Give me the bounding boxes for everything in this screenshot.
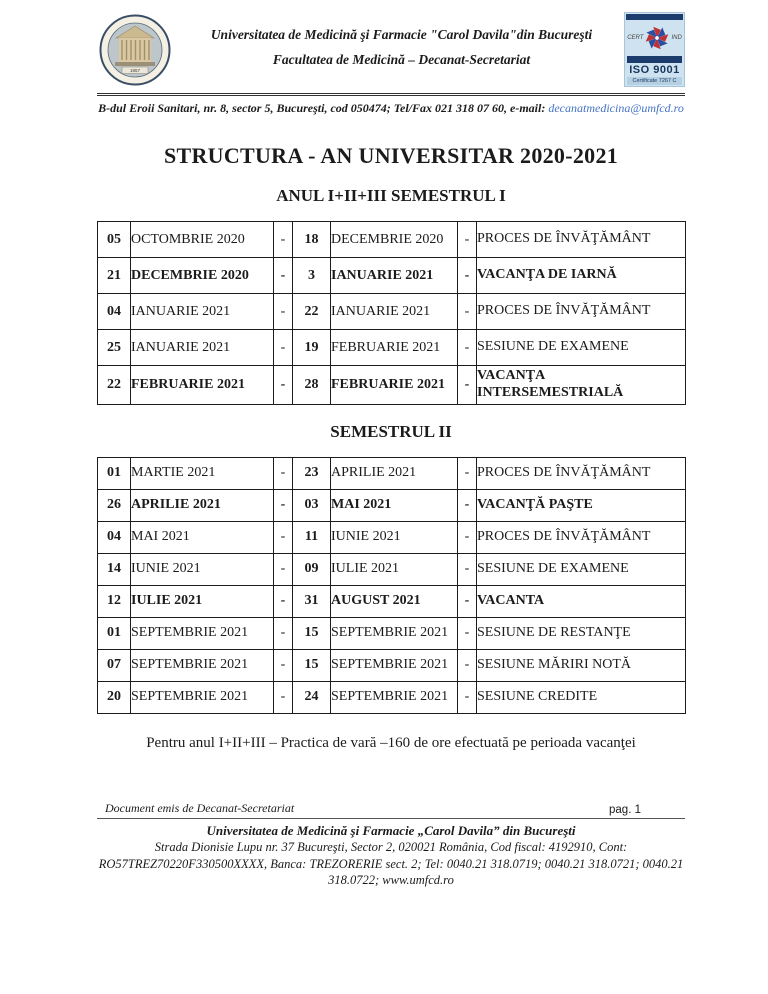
address-line [97, 101, 685, 116]
end-day-cell: 03 [293, 489, 331, 521]
desc-separator-cell: - [458, 521, 477, 553]
period-description-cell: SESIUNE MĂRIRI NOTĂ [477, 649, 686, 681]
range-separator-cell: - [274, 330, 293, 366]
seal-year-text: 1857 [129, 68, 141, 73]
range-separator-cell: - [274, 649, 293, 681]
start-month-cell: MARTIE 2021 [131, 457, 274, 489]
start-day-cell: 05 [98, 222, 131, 258]
footer-address-line1: Strada Dionisie Lupu nr. 37 Bucureşti, Sector 2, 020021 România, Cod fiscal: 4192910, Cont: [154, 840, 628, 855]
table-row [98, 258, 686, 294]
period-description-cell: PROCES DE ÎNVĂŢĂMÂNT [477, 294, 686, 330]
start-month-cell: DECEMBRIE 2020 [131, 258, 274, 294]
iso-9001-badge [624, 12, 685, 87]
footer-emitted-label: Document emis de Decanat-Secretariat [105, 800, 295, 815]
period-description-cell: SESIUNE DE EXAMENE [477, 553, 686, 585]
range-separator-cell: - [274, 457, 293, 489]
footer-divider [97, 818, 685, 819]
table-row [98, 617, 686, 649]
iso-9001-label: ISO 9001 [629, 64, 680, 76]
start-month-cell: IANUARIE 2021 [131, 330, 274, 366]
period-description-cell: PROCES DE ÎNVĂŢĂMÂNT [477, 457, 686, 489]
footer-address-line2: RO57TREZ70220F330500XXXX, Banca: TREZORERIE sect. 2; Tel: 0040.21 318.0719; 0040.21 318.0721; 0040.21 [98, 856, 684, 871]
range-separator-cell: - [274, 366, 293, 405]
start-day-cell: 21 [98, 258, 131, 294]
start-month-cell: SEPTEMBRIE 2021 [131, 681, 274, 713]
desc-separator-cell: - [458, 366, 477, 405]
practice-note: Pentru anul I+II+III – Practica de vară –160 de ore efectuată pe perioada vacanţei [146, 734, 636, 751]
desc-separator-cell: - [458, 553, 477, 585]
university-name: Universitatea de Medicină şi Farmacie "Carol Davila"din Bucureşti [210, 27, 593, 42]
start-day-cell: 04 [98, 521, 131, 553]
end-month-cell: IANUARIE 2021 [331, 294, 458, 330]
document-header [97, 0, 685, 92]
footer-address-line3: 318.0722; www.umfcd.ro [328, 872, 454, 887]
end-month-cell: DECEMBRIE 2020 [331, 222, 458, 258]
range-separator-cell: - [274, 222, 293, 258]
period-description-cell: SESIUNE DE EXAMENE [477, 330, 686, 366]
table-row [98, 521, 686, 553]
range-separator-cell: - [274, 585, 293, 617]
period-description-cell: VACANŢA DE IARNĂ [477, 258, 686, 294]
period-description-cell: SESIUNE DE RESTANŢE [477, 617, 686, 649]
desc-separator-cell: - [458, 681, 477, 713]
range-separator-cell: - [274, 681, 293, 713]
table-row [98, 457, 686, 489]
table-row [98, 294, 686, 330]
end-day-cell: 28 [293, 366, 331, 405]
start-month-cell: OCTOMBRIE 2020 [131, 222, 274, 258]
end-day-cell: 24 [293, 681, 331, 713]
start-day-cell: 12 [98, 585, 131, 617]
end-month-cell: AUGUST 2021 [331, 585, 458, 617]
period-description-cell: PROCES DE ÎNVĂŢĂMÂNT [477, 521, 686, 553]
period-description-cell: VACANŢA INTERSEMESTRIALĂ [477, 366, 686, 405]
desc-separator-cell: - [458, 294, 477, 330]
footer-info-block [97, 823, 685, 889]
end-month-cell: SEPTEMBRIE 2021 [331, 617, 458, 649]
start-month-cell: MAI 2021 [131, 521, 274, 553]
semester2-table-body [98, 457, 686, 713]
iso-certificate-number: Certificate 7267 C [627, 77, 682, 85]
desc-separator-cell: - [458, 585, 477, 617]
range-separator-cell: - [274, 521, 293, 553]
start-day-cell: 07 [98, 649, 131, 681]
end-day-cell: 15 [293, 617, 331, 649]
start-day-cell: 22 [98, 366, 131, 405]
cert-pinwheel-icon [643, 24, 671, 52]
range-separator-cell: - [274, 489, 293, 521]
desc-separator-cell: - [458, 457, 477, 489]
desc-separator-cell: - [458, 330, 477, 366]
cert-org-right-label: IND [671, 35, 682, 41]
end-day-cell: 09 [293, 553, 331, 585]
desc-separator-cell: - [458, 258, 477, 294]
table-row [98, 553, 686, 585]
header-titles [179, 13, 624, 66]
cert-org-left-label: CERT [627, 35, 644, 41]
period-description-cell: VACANŢĂ PAŞTE [477, 489, 686, 521]
end-month-cell: IULIE 2021 [331, 553, 458, 585]
period-description-cell: VACANTA [477, 585, 686, 617]
start-month-cell: APRILIE 2021 [131, 489, 274, 521]
table-row [98, 366, 686, 405]
start-day-cell: 20 [98, 681, 131, 713]
page-title: STRUCTURA - AN UNIVERSITAR 2020-2021 [163, 143, 619, 168]
table-row [98, 585, 686, 617]
start-month-cell: IULIE 2021 [131, 585, 274, 617]
desc-separator-cell: - [458, 489, 477, 521]
end-month-cell: FEBRUARIE 2021 [331, 366, 458, 405]
end-day-cell: 18 [293, 222, 331, 258]
end-month-cell: APRILIE 2021 [331, 457, 458, 489]
table-row [98, 489, 686, 521]
start-month-cell: FEBRUARIE 2021 [131, 366, 274, 405]
range-separator-cell: - [274, 294, 293, 330]
table-row [98, 222, 686, 258]
start-day-cell: 25 [98, 330, 131, 366]
end-month-cell: FEBRUARIE 2021 [331, 330, 458, 366]
end-day-cell: 23 [293, 457, 331, 489]
footer-page-number: pag. 1 [609, 803, 641, 816]
period-description-cell: SESIUNE CREDITE [477, 681, 686, 713]
range-separator-cell: - [274, 617, 293, 649]
footer-meta-row [97, 801, 685, 816]
end-month-cell: SEPTEMBRIE 2021 [331, 649, 458, 681]
table-row [98, 649, 686, 681]
start-month-cell: IANUARIE 2021 [131, 294, 274, 330]
table-row [98, 681, 686, 713]
header-divider [97, 93, 685, 96]
address-text: B-dul Eroii Sanitari, nr. 8, sector 5, Bucureşti, cod 050474; Tel/Fax 021 318 07 60, e-mail: [98, 101, 549, 115]
semester1-table [97, 221, 686, 405]
semester2-heading: SEMESTRUL II [330, 421, 452, 441]
iso-badge-midbar [627, 56, 682, 63]
start-day-cell: 04 [98, 294, 131, 330]
desc-separator-cell: - [458, 617, 477, 649]
university-seal-icon [97, 13, 173, 87]
end-day-cell: 15 [293, 649, 331, 681]
start-month-cell: SEPTEMBRIE 2021 [131, 649, 274, 681]
end-day-cell: 19 [293, 330, 331, 366]
faculty-name: Facultatea de Medicină – Decanat-Secretariat [272, 51, 531, 67]
end-month-cell: SEPTEMBRIE 2021 [331, 681, 458, 713]
end-month-cell: MAI 2021 [331, 489, 458, 521]
start-month-cell: IUNIE 2021 [131, 553, 274, 585]
start-month-cell: SEPTEMBRIE 2021 [131, 617, 274, 649]
start-day-cell: 14 [98, 553, 131, 585]
university-seal-logo [97, 13, 179, 92]
end-day-cell: 11 [293, 521, 331, 553]
table-row [98, 330, 686, 366]
desc-separator-cell: - [458, 222, 477, 258]
desc-separator-cell: - [458, 649, 477, 681]
range-separator-cell: - [274, 258, 293, 294]
range-separator-cell: - [274, 553, 293, 585]
start-day-cell: 26 [98, 489, 131, 521]
semester1-heading: ANUL I+II+III SEMESTRUL I [276, 186, 506, 205]
end-day-cell: 3 [293, 258, 331, 294]
end-month-cell: IANUARIE 2021 [331, 258, 458, 294]
period-description-cell: PROCES DE ÎNVĂŢĂMÂNT [477, 222, 686, 258]
semester2-table [97, 457, 686, 714]
semester1-table-body [98, 222, 686, 405]
end-month-cell: IUNIE 2021 [331, 521, 458, 553]
end-day-cell: 31 [293, 585, 331, 617]
start-day-cell: 01 [98, 457, 131, 489]
end-day-cell: 22 [293, 294, 331, 330]
start-day-cell: 01 [98, 617, 131, 649]
email-link[interactable]: decanatmedicina@umfcd.ro [548, 101, 684, 115]
footer-university-name: Universitatea de Medicină şi Farmacie „Carol Davila” din Bucureşti [206, 822, 576, 838]
